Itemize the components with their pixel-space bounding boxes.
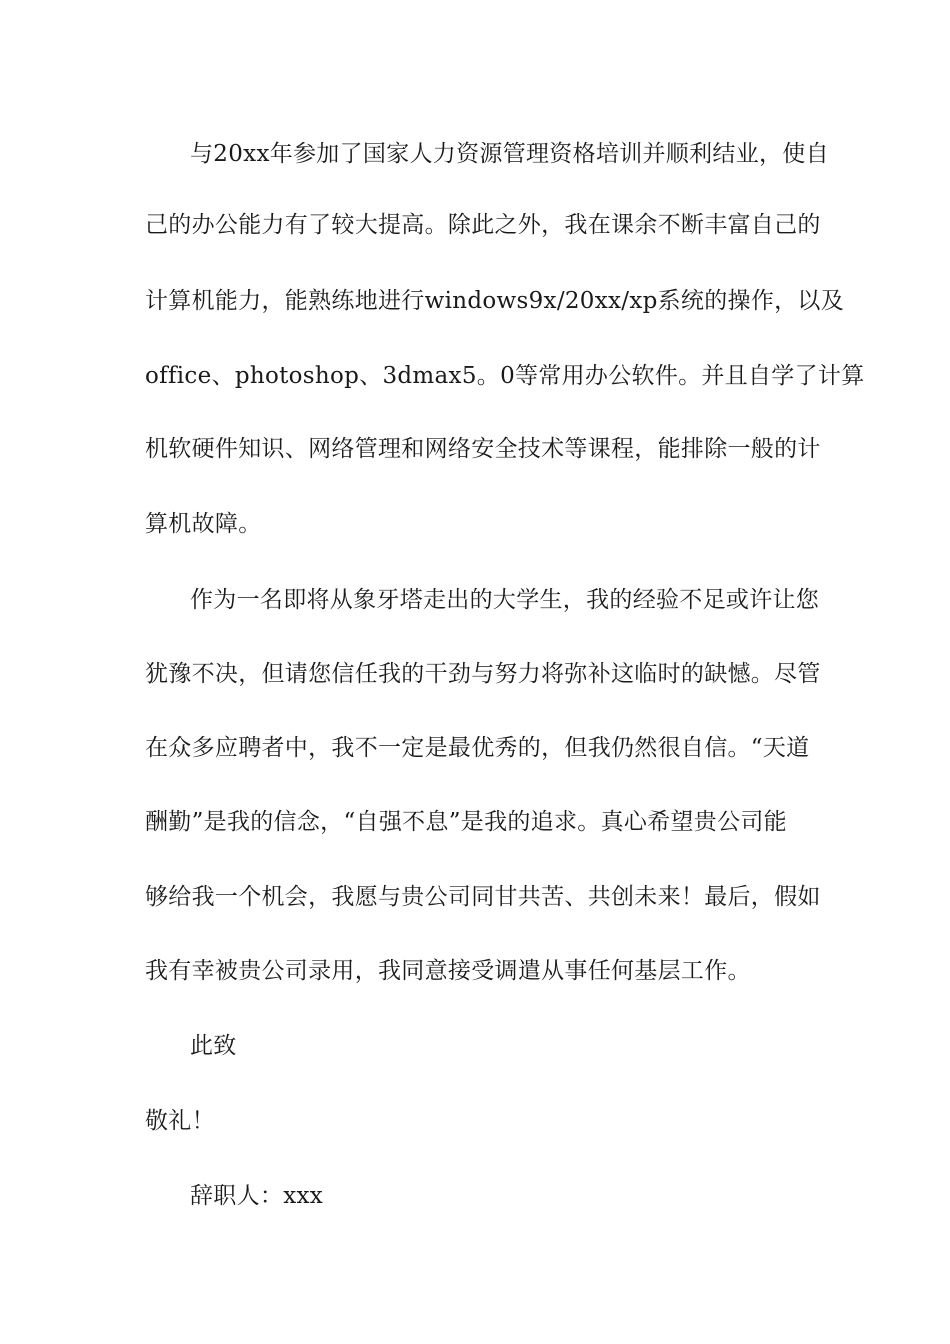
paragraph-1-line-6: 算机故障。 (145, 511, 262, 537)
closing-salutation: 此致 (190, 1033, 237, 1059)
signature: 辞职人：xxx (190, 1183, 324, 1209)
paragraph-1-line-5: 机软硬件知识、网络管理和网络安全技术等课程，能排除一般的计 (145, 436, 821, 462)
paragraph-2-line-6: 我有幸被贵公司录用，我同意接受调遣从事任何基层工作。 (145, 958, 751, 984)
paragraph-2-line-4: 酬勤”是我的信念，“自强不息”是我的追求。真心希望贵公司能 (145, 809, 787, 835)
paragraph-2-line-2: 犹豫不决，但请您信任我的干劲与努力将弥补这临时的缺憾。尽管 (145, 661, 821, 687)
closing-regards: 敬礼！ (145, 1108, 215, 1134)
paragraph-1-line-3: 计算机能力，能熟练地进行windows9x/20xx/xp系统的操作，以及 (145, 288, 845, 314)
paragraph-2-line-1: 作为一名即将从象牙塔走出的大学生，我的经验不足或许让您 (190, 587, 820, 613)
paragraph-1-line-2: 己的办公能力有了较大提高。除此之外，我在课余不断丰富自己的 (145, 212, 821, 238)
paragraph-1-line-1: 与20xx年参加了国家人力资源管理资格培训并顺利结业，使自 (190, 141, 829, 167)
paragraph-1-line-4: office、photoshop、3dmax5。0等常用办公软件。并且自学了计算 (145, 363, 865, 389)
paragraph-2-line-3: 在众多应聘者中，我不一定是最优秀的，但我仍然很自信。“天道 (145, 735, 810, 761)
paragraph-2-line-5: 够给我一个机会，我愿与贵公司同甘共苦、共创未来！最后，假如 (145, 884, 821, 910)
